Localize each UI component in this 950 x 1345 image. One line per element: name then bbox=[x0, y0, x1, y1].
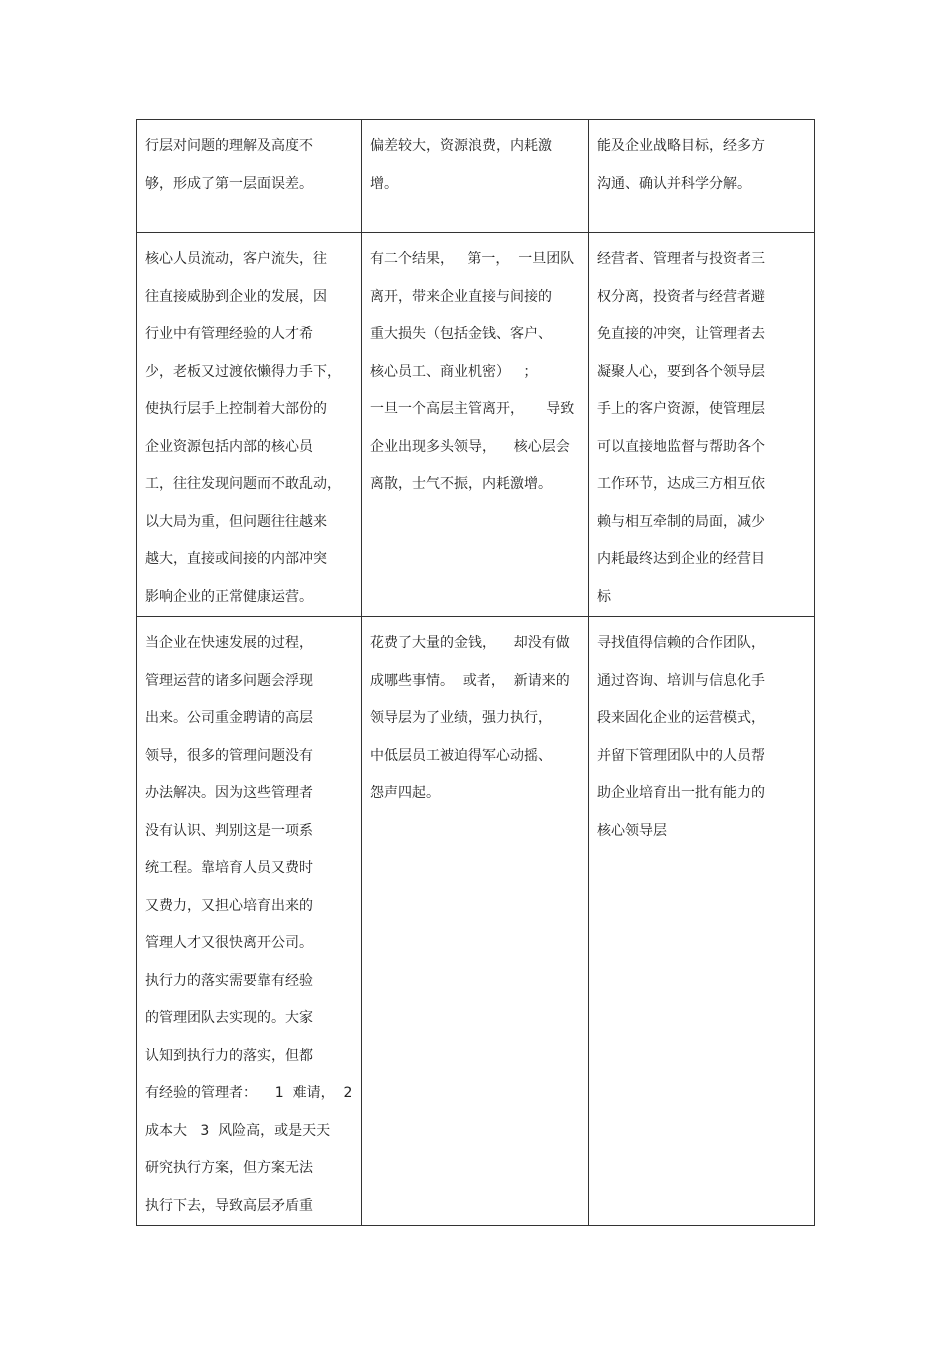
cell-text-line: 能及企业战略目标，经多方 bbox=[597, 138, 765, 154]
cell-text-line: 企业出现多头领导， 核心层会 bbox=[370, 438, 570, 455]
table-cell-solution bbox=[589, 617, 815, 1226]
cell-text-line: 增。 bbox=[370, 175, 398, 192]
cell-text-line: 核心领导层 bbox=[597, 822, 667, 839]
cell-text-line: 执行下去，导致高层矛盾重 bbox=[145, 1197, 313, 1214]
cell-text-line: 花费了大量的金钱， 却没有做 bbox=[370, 635, 570, 651]
cell-text-line: 影响企业的正常健康运营。 bbox=[145, 588, 313, 605]
cell-text-line: 段来固化企业的运营模式， bbox=[597, 710, 765, 726]
cell-text-line: 够，形成了第一层面误差。 bbox=[145, 175, 313, 192]
table-row bbox=[137, 233, 815, 617]
content-table bbox=[136, 119, 815, 1226]
cell-text-line: 出来。公司重金聘请的高层 bbox=[145, 710, 313, 726]
cell-text-line: 行层对问题的理解及高度不 bbox=[145, 138, 313, 154]
table-cell-consequence bbox=[362, 233, 589, 617]
cell-text-line: 可以直接地监督与帮助各个 bbox=[597, 438, 765, 455]
cell-text-line: 离散，士气不振，内耗激增。 bbox=[370, 476, 552, 492]
table-cell-consequence bbox=[362, 120, 589, 233]
cell-text-line: 一旦一个高层主管离开， 导致 bbox=[370, 401, 575, 417]
cell-text-line: 中低层员工被迫得军心动摇、 bbox=[370, 747, 552, 764]
cell-text-line: 又费力，又担心培育出来的 bbox=[145, 897, 313, 914]
cell-text-line: 工，往往发现问题而不敢乱动， bbox=[145, 476, 341, 492]
cell-text-line: 有二个结果， 第一， 一旦团队 bbox=[370, 251, 575, 267]
cell-text-line: 手上的客户资源，使管理层 bbox=[597, 401, 765, 417]
cell-text-line: 使执行层手上控制着大部份的 bbox=[145, 401, 327, 417]
cell-text-line: 领导，很多的管理问题没有 bbox=[145, 747, 313, 764]
cell-text-line: 通过咨询、培训与信息化手 bbox=[597, 672, 765, 689]
cell-text-line: 内耗最终达到企业的经营目 bbox=[597, 551, 765, 567]
cell-text-line: 办法解决。因为这些管理者 bbox=[145, 785, 313, 801]
cell-text-line: 助企业培育出一批有能力的 bbox=[597, 785, 765, 801]
table-cell-problem bbox=[137, 120, 362, 233]
table-cell-solution bbox=[589, 120, 815, 233]
cell-text-line: 寻找值得信赖的合作团队， bbox=[597, 635, 765, 651]
cell-text-line: 成哪些事情。 或者， 新请来的 bbox=[370, 672, 570, 689]
cell-text-line: 偏差较大，资源浪费，内耗激 bbox=[370, 138, 552, 154]
cell-text-line: 研究执行方案，但方案无法 bbox=[145, 1160, 313, 1176]
cell-text-line: 权分离，投资者与经营者避 bbox=[597, 288, 765, 305]
cell-text-line: 认知到执行力的落实，但都 bbox=[145, 1047, 313, 1064]
cell-text-line: 统工程。靠培育人员又费时 bbox=[145, 860, 313, 876]
table-cell-problem bbox=[137, 233, 362, 617]
cell-text-line: 以大局为重，但问题往往越来 bbox=[145, 513, 327, 530]
cell-text-line: 免直接的冲突，让管理者去 bbox=[597, 326, 765, 342]
table-cell-problem bbox=[137, 617, 362, 1226]
cell-text-line: 赖与相互牵制的局面，减少 bbox=[597, 513, 765, 530]
cell-text-line: 工作环节，达成三方相互依 bbox=[597, 476, 765, 492]
table-row bbox=[137, 617, 815, 1226]
cell-text-line: 有经验的管理者： 1 难请， 2 bbox=[145, 1085, 353, 1101]
cell-text-line: 离开，带来企业直接与间接的 bbox=[370, 288, 552, 305]
cell-text-line: 执行力的落实需要靠有经验 bbox=[145, 972, 313, 989]
cell-text-line: 核心员工、商业机密） ； bbox=[370, 363, 538, 380]
cell-text-line: 越大，直接或间接的内部冲突 bbox=[145, 551, 327, 567]
cell-text-line: 怨声四起。 bbox=[370, 785, 440, 801]
cell-text-line: 经营者、管理者与投资者三 bbox=[597, 251, 765, 267]
cell-text-line: 没有认识、判别这是一项系 bbox=[145, 822, 313, 839]
cell-text-line: 沟通、确认并科学分解。 bbox=[597, 175, 751, 192]
cell-text-line: 领导层为了业绩，强力执行， bbox=[370, 710, 552, 726]
cell-text-line: 的管理团队去实现的。大家 bbox=[145, 1010, 313, 1026]
cell-text-line: 行业中有管理经验的人才希 bbox=[145, 326, 313, 342]
cell-text-line: 凝聚人心，要到各个领导层 bbox=[597, 363, 765, 380]
cell-text-line: 重大损失（包括金钱、客户、 bbox=[370, 326, 552, 342]
cell-text-line: 往直接威胁到企业的发展，因 bbox=[145, 288, 327, 305]
cell-text-line: 标 bbox=[597, 588, 611, 605]
cell-text-line: 并留下管理团队中的人员帮 bbox=[597, 747, 765, 764]
cell-text-line: 管理运营的诸多问题会浮现 bbox=[145, 672, 313, 689]
cell-text-line: 企业资源包括内部的核心员 bbox=[145, 438, 313, 455]
table-cell-consequence bbox=[362, 617, 589, 1226]
table-cell-solution bbox=[589, 233, 815, 617]
cell-text-line: 成本大 3 风险高，或是天天 bbox=[145, 1122, 331, 1139]
cell-text-line: 管理人才又很快离开公司。 bbox=[145, 935, 313, 951]
cell-text-line: 当企业在快速发展的过程， bbox=[145, 635, 313, 651]
cell-text-line: 核心人员流动，客户流失，往 bbox=[145, 251, 327, 267]
cell-text-line: 少，老板又过渡依懒得力手下， bbox=[145, 363, 341, 380]
table-row bbox=[137, 120, 815, 233]
